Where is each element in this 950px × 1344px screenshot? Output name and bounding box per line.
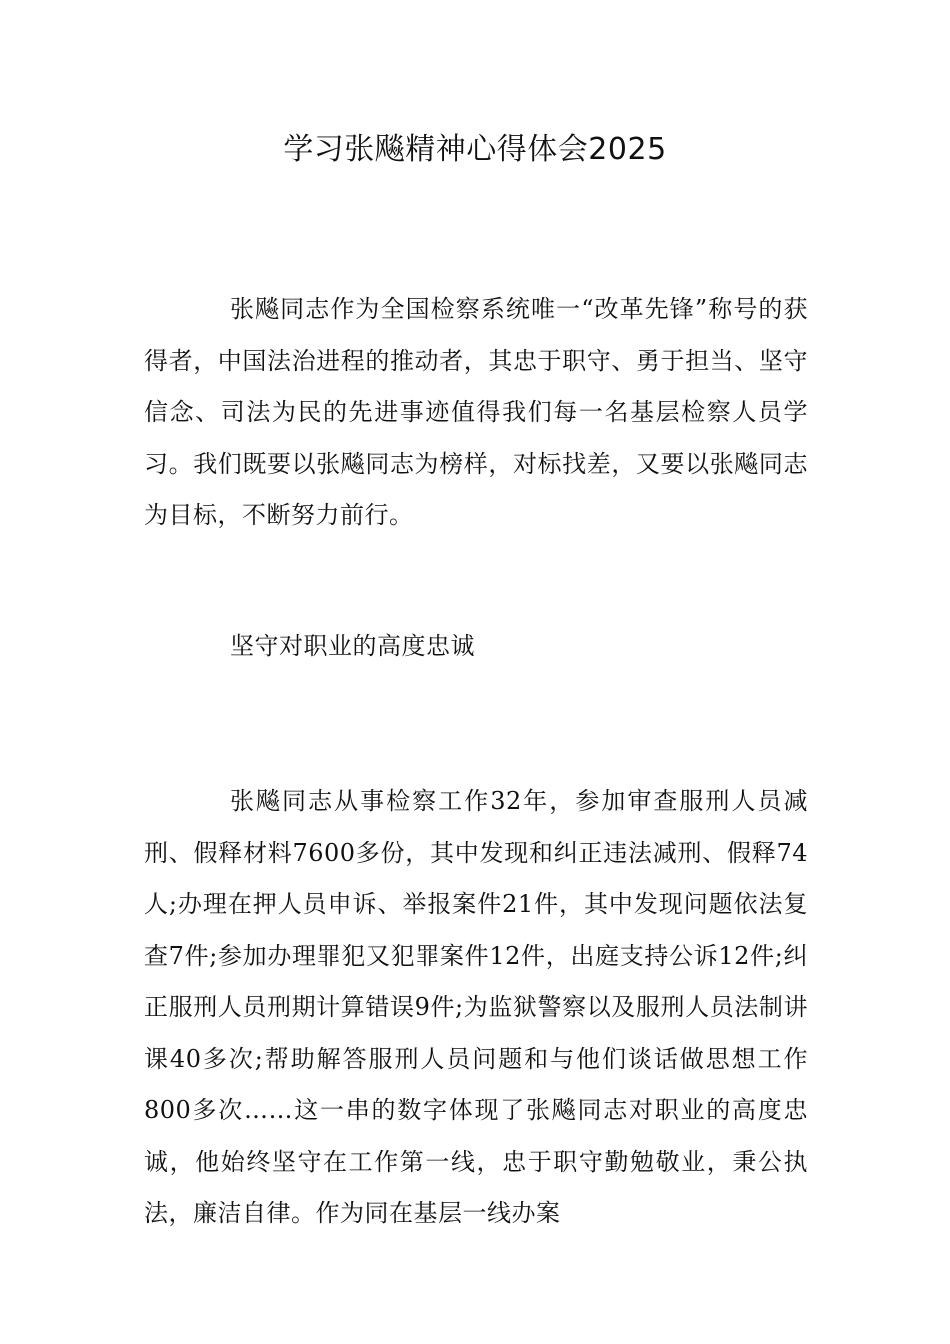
section-heading: 坚守对职业的高度忠诚	[230, 632, 475, 660]
document-title: 学习张飚精神心得体会2025	[283, 132, 667, 167]
intro-paragraph: 张飚同志作为全国检察系统唯一“改革先锋”称号的获得者，中国法治进程的推动者，其忠于职守、勇于担当、坚守信念、司法为民的先进事迹值得我们每一名基层检察人员学习。我们既要以张飚同志为榜样，对标找差，又要以张飚同志为目标，不断努力前行。	[144, 295, 808, 529]
body-paragraph: 张飚同志从事检察工作32年，参加审查服刑人员减刑、假释材料7600多份，其中发现和纠正违法减刑、假释74人;办理在押人员申诉、举报案件21件，其中发现问题依法复查7件;参加办理罪犯又犯罪案件12件，出庭支持公诉12件;纠正服刑人员刑期计算错误9件;为监狱警察以及服刑人员法制讲课40多次;帮助解答服刑人员问题和与他们谈话做思想工作800多次……这一串的数字体现了张飚同志对职业的高度忠诚，他始终坚守在工作第一线，忠于职守勤勉敬业，秉公执法，廉洁自律。作为同在基层一线办案	[144, 787, 808, 1227]
